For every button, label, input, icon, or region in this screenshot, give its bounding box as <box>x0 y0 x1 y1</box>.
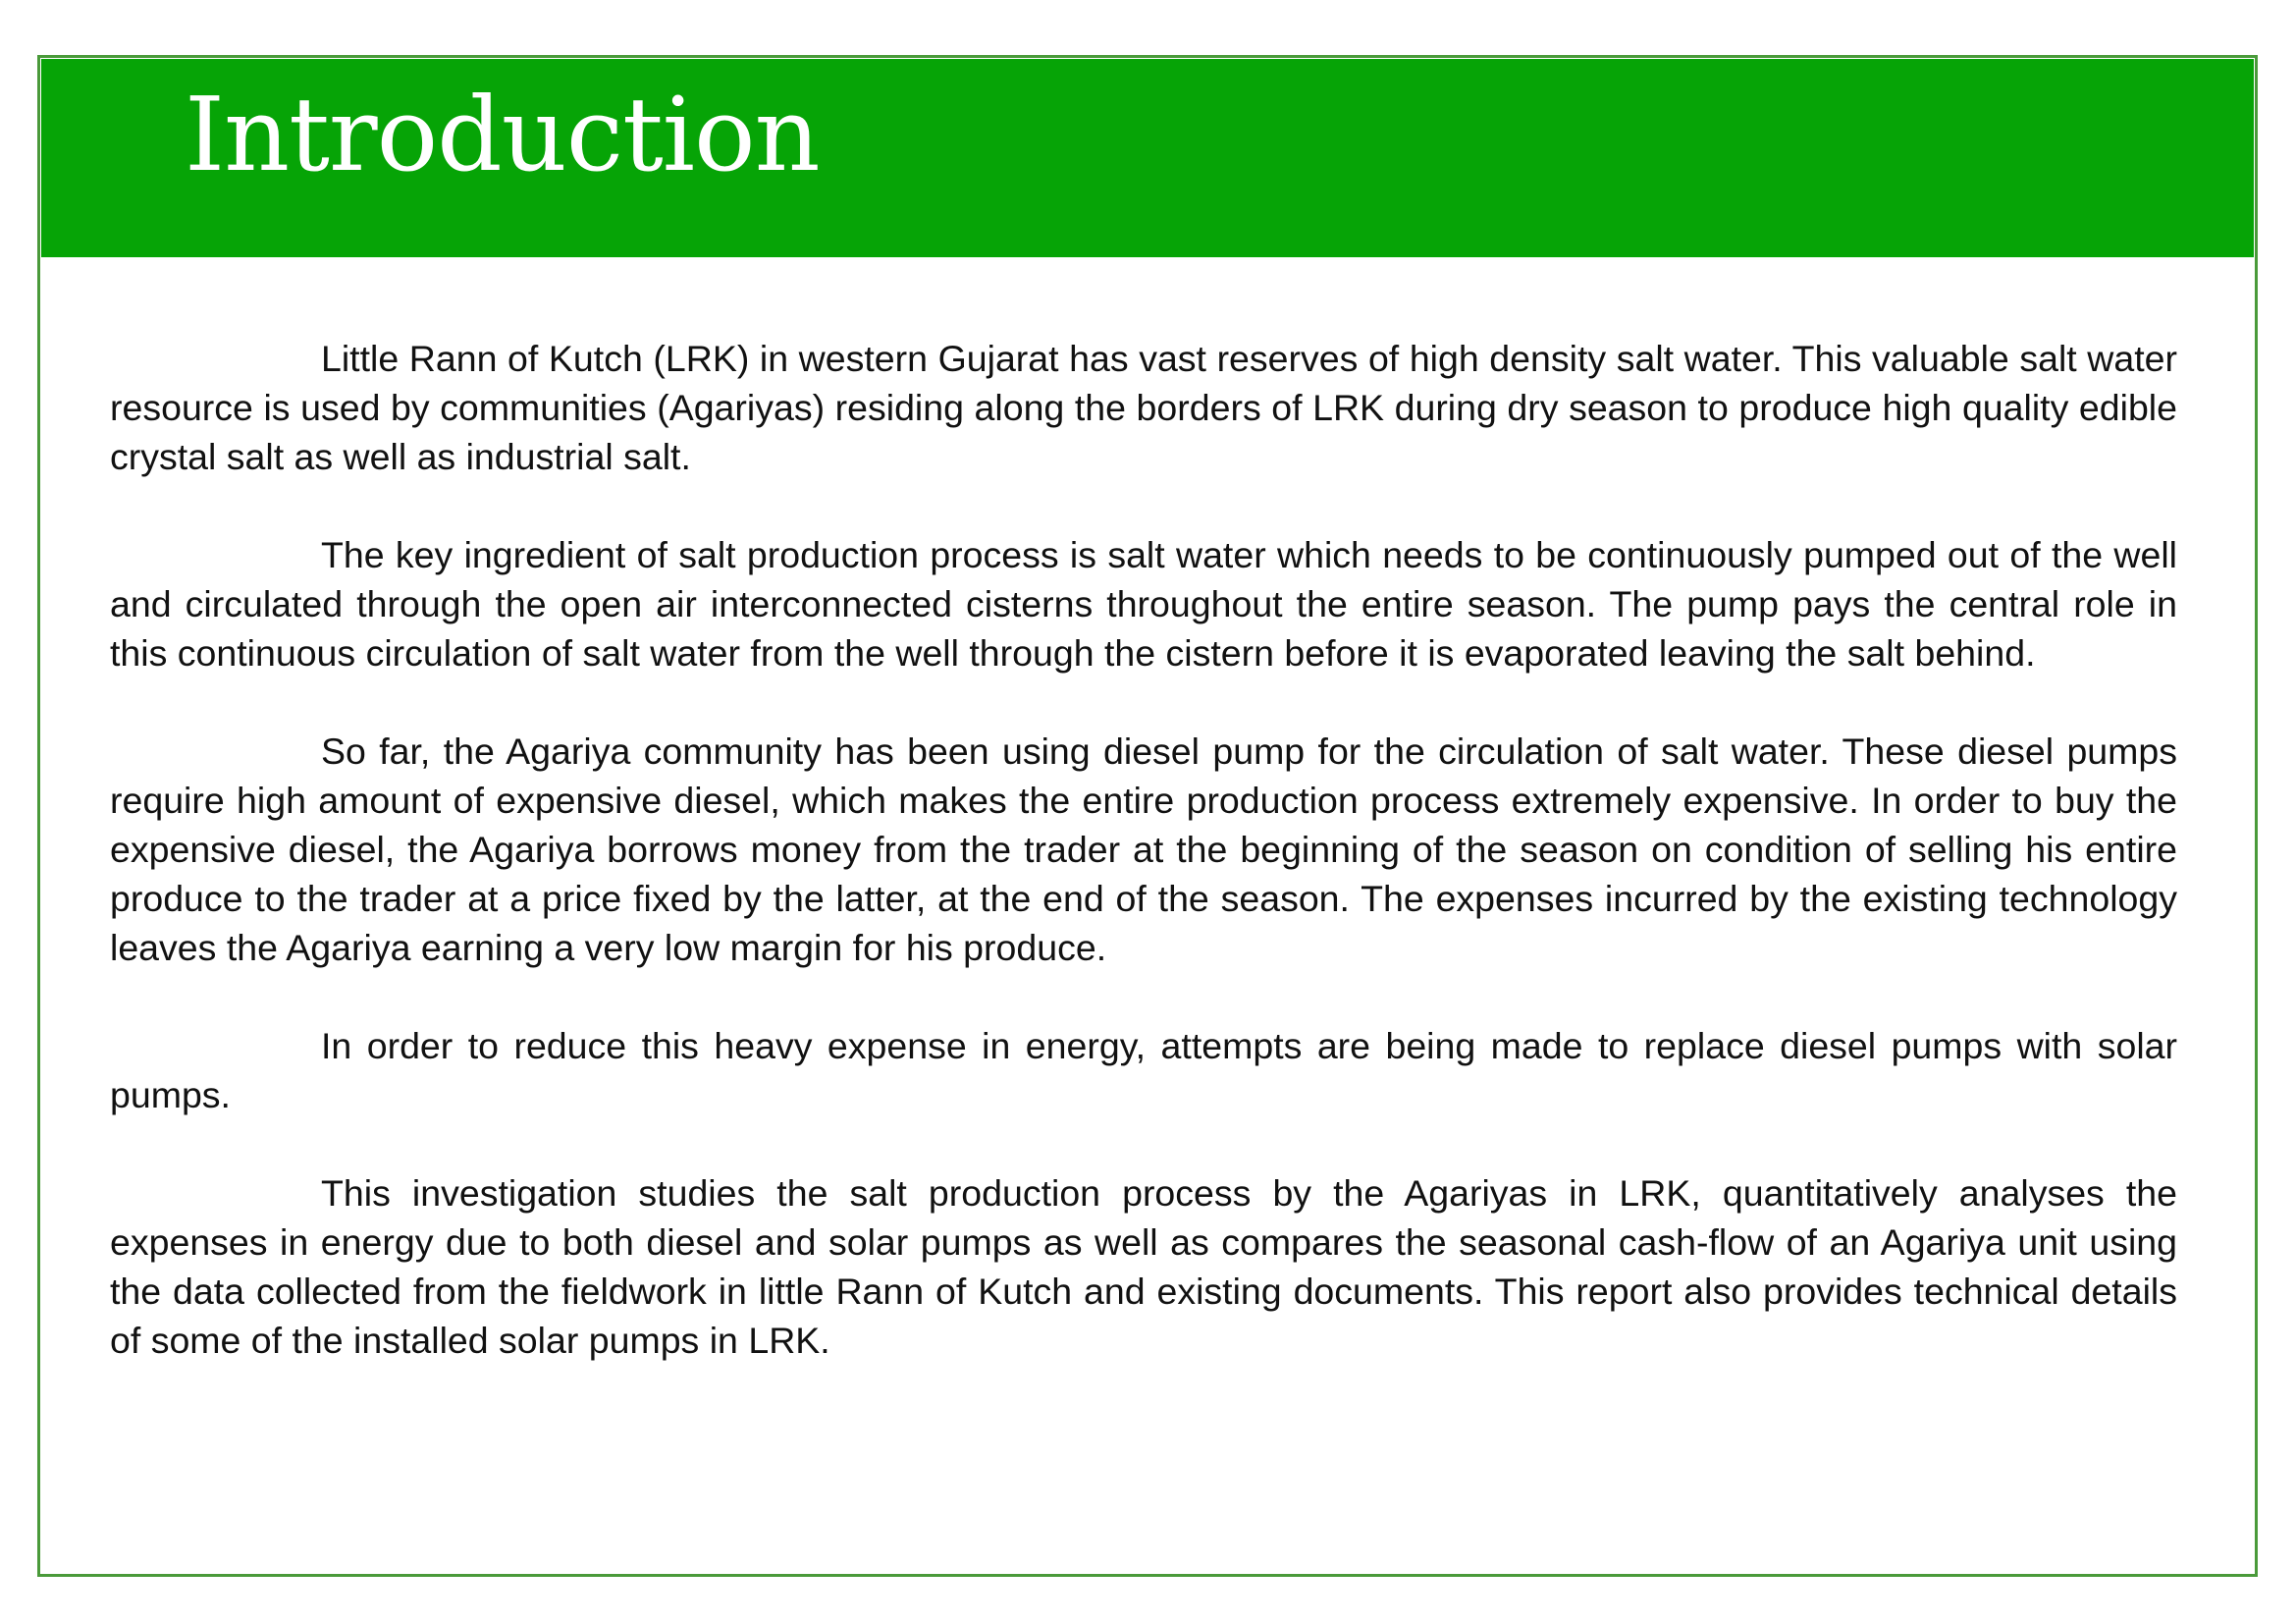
paragraph-2: The key ingredient of salt production process is salt water which needs to be continuously pumped out of the well and circulated through the open air interconnected cisterns throughout the entire season. The pump pays the central role in this continuous circulation of salt water from the well through the cistern before it is evaporated leaving the salt behind. <box>110 534 2177 674</box>
page-title: Introduction <box>185 75 820 194</box>
paragraph-3: So far, the Agariya community has been using diesel pump for the circulation of salt water. These diesel pumps require high amount of expensive diesel, which makes the entire production process extremely expensive. In order to buy the expensive diesel, the Agariya borrows money from the trader at the beginning of the season on condition of selling his entire produce to the trader at a price fixed by the latter, at the end of the season. The expenses incurred by the existing technology leaves the Agariya earning a very low margin for his produce. <box>110 730 2177 968</box>
paragraph-5: This investigation studies the salt production process by the Agariyas in LRK, quantitatively analyses the expenses in energy due to both diesel and solar pumps as well as compares the seasonal cash-flow of an Agariya unit using the data collected from the fieldwork in little Rann of Kutch and existing documents. This report also provides technical details of some of the installed solar pumps in LRK. <box>110 1172 2177 1361</box>
paragraph-4: In order to reduce this heavy expense in energy, attempts are being made to replace diesel pumps with solar pumps. <box>110 1025 2177 1115</box>
body-text <box>110 334 2177 1365</box>
paragraph-1: Little Rann of Kutch (LRK) in western Gujarat has vast reserves of high density salt water. This valuable salt water resource is used by communities (Agariyas) residing along the borders of LRK during dry season to produce high quality edible crystal salt as well as industrial salt. <box>110 338 2177 477</box>
